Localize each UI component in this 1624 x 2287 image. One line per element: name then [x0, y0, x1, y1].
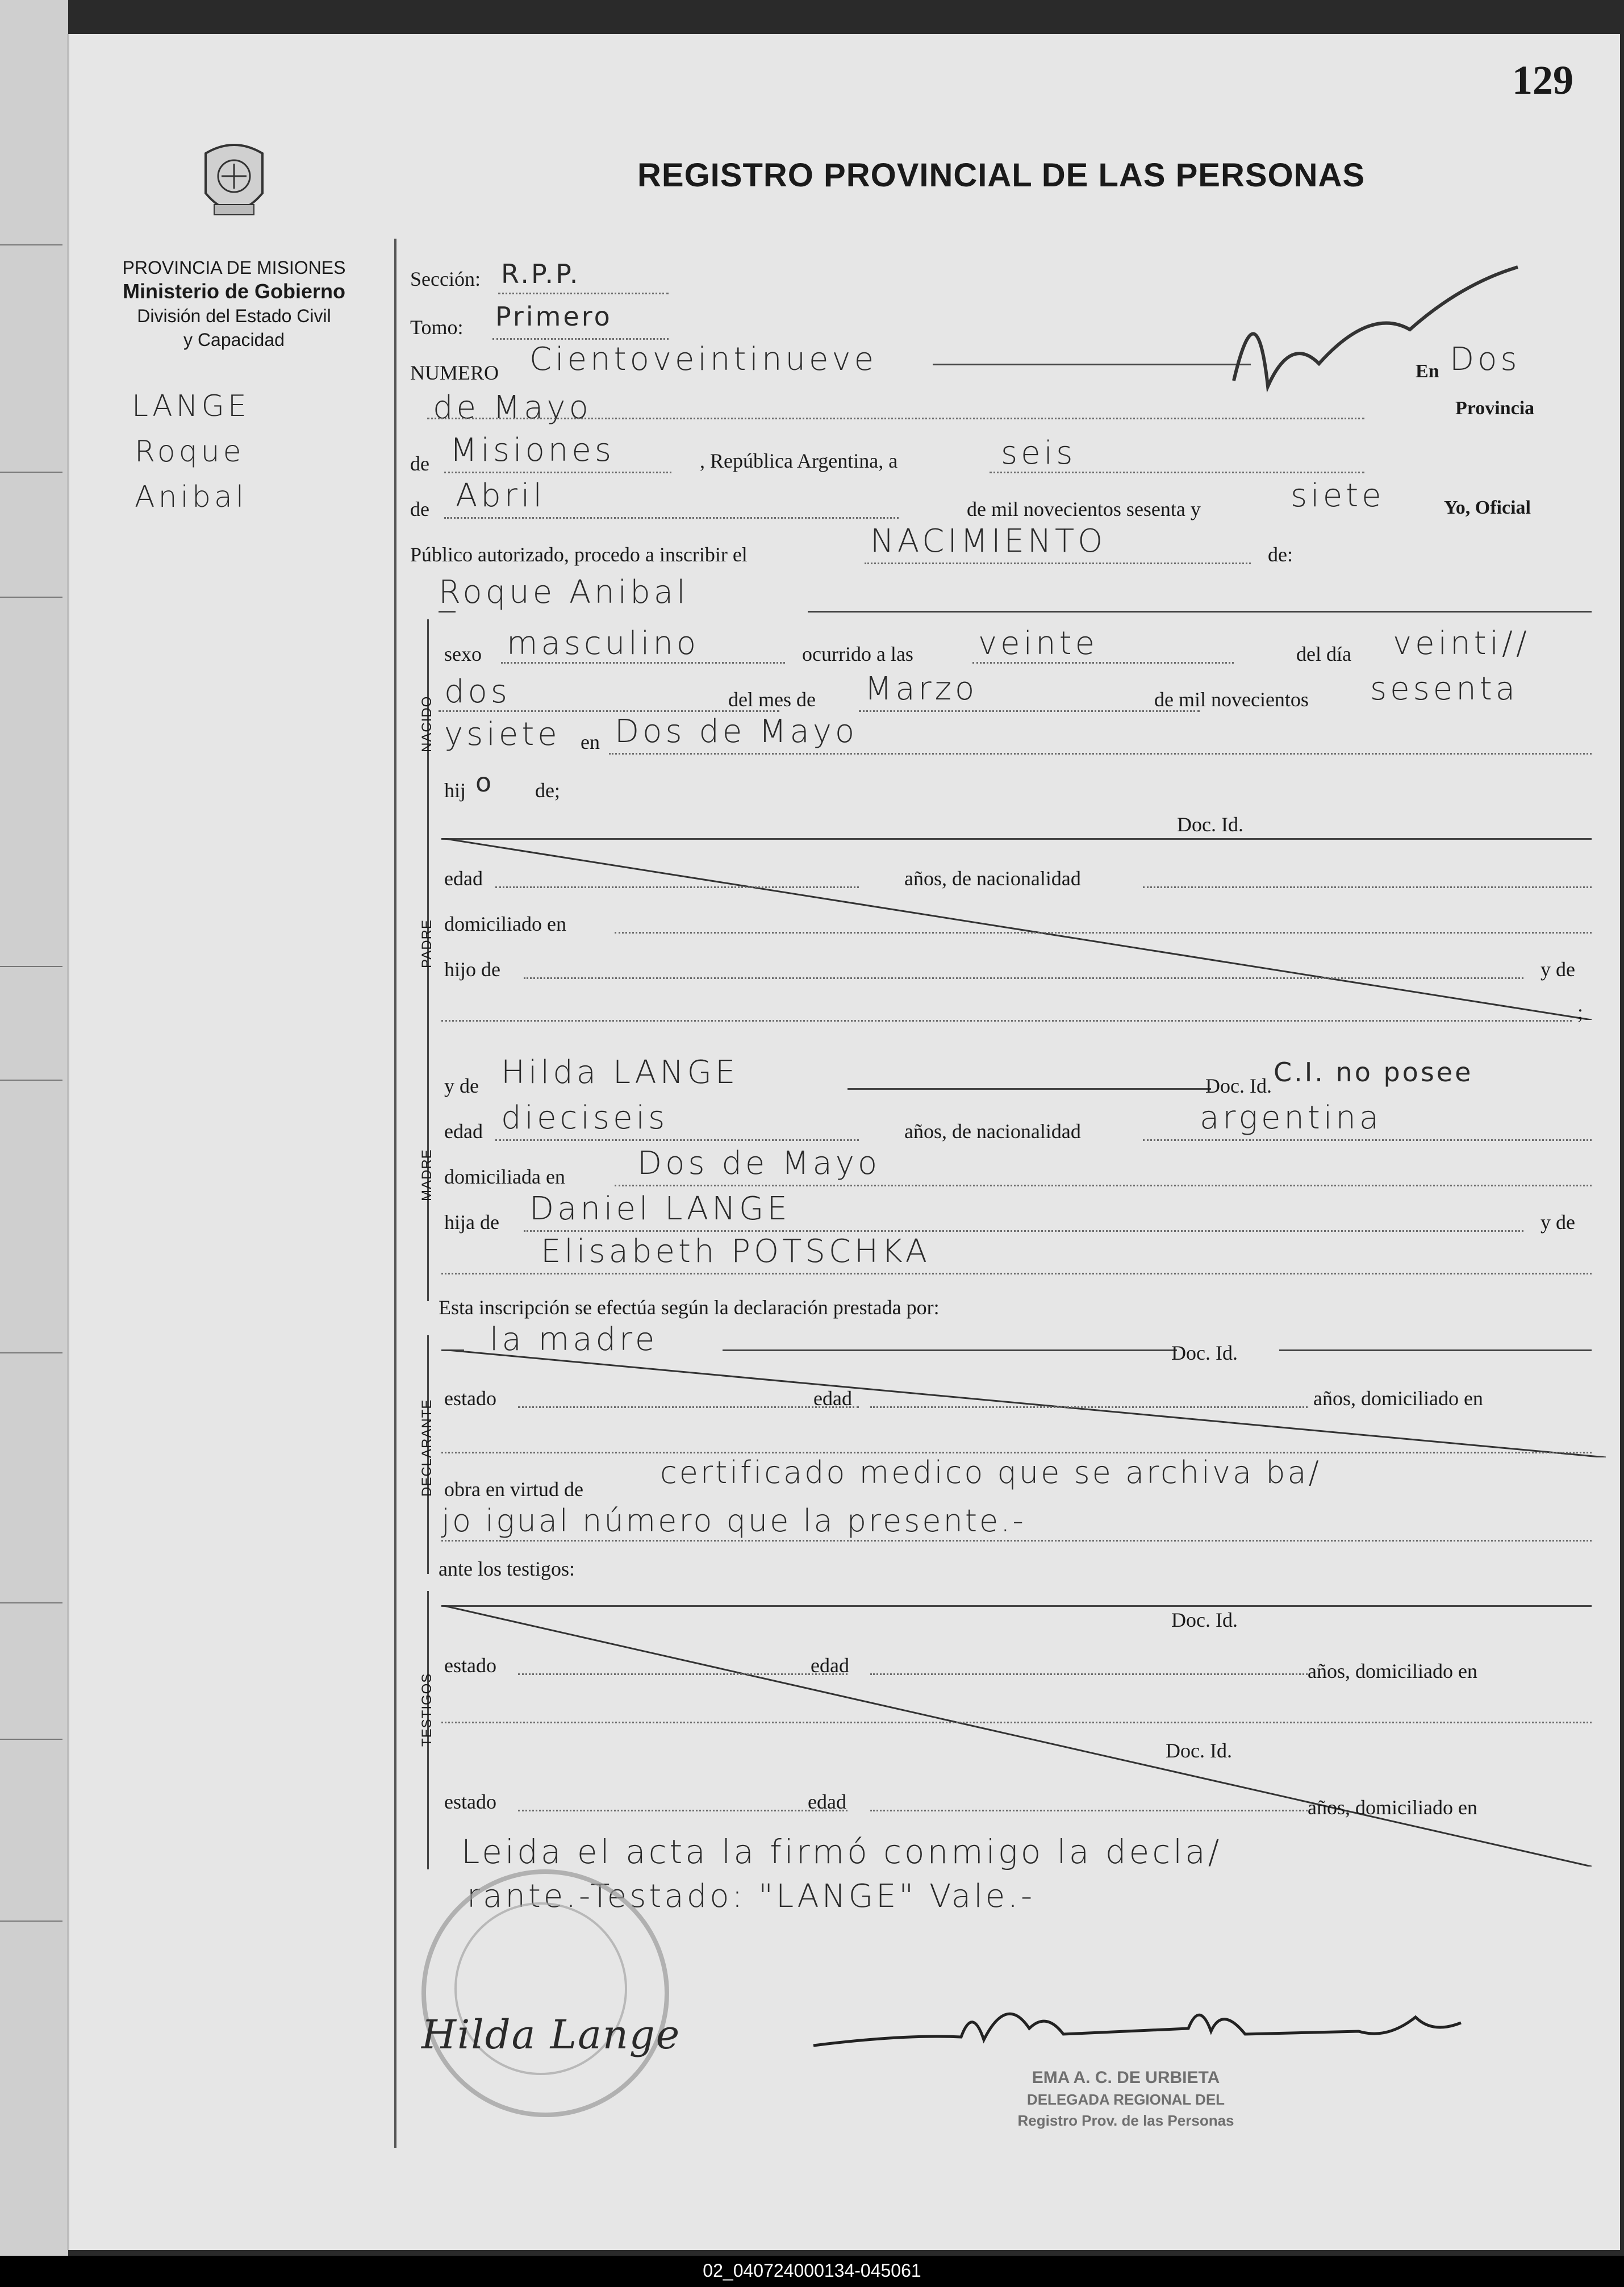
madre-madre-value: Elisabeth POTSCHKA: [541, 1233, 931, 1270]
sexo-value: masculino: [507, 625, 700, 662]
registrar-name: EMA A. C. DE URBIETA: [1032, 2068, 1220, 2087]
lugar-value: Dos de Mayo: [615, 713, 858, 750]
margin-surname: LANGE: [132, 389, 250, 423]
testigo1-edad-label: edad: [811, 1654, 849, 1677]
margin-annotation: [1222, 250, 1563, 398]
closing-line-2: rante.-Testado: "LANGE" Vale.-: [467, 1878, 1036, 1915]
declarante-edad-label: edad: [813, 1387, 852, 1410]
declarante-obra-label: obra en virtud de: [444, 1478, 583, 1501]
padre-hijo-label: hijo de: [444, 958, 500, 981]
closing-line-1: Leida el acta la firmó conmigo la decla/: [461, 1832, 1222, 1871]
testigo1-docid-label: Doc. Id.: [1171, 1609, 1238, 1631]
de2-label: de: [410, 498, 429, 520]
madre-edad-value: dieciseis: [501, 1099, 669, 1136]
testigo1-dom-label: años, domiciliado en: [1308, 1660, 1477, 1682]
hijo-label: hij: [444, 779, 466, 802]
anio-cont: ysiete: [444, 716, 561, 753]
testigos-intro: ante los testigos:: [439, 1557, 575, 1580]
declarante-docid-label: Doc. Id.: [1171, 1342, 1238, 1364]
madre-nac-value: argentina: [1200, 1099, 1383, 1136]
registrar-role: DELEGADA REGIONAL DEL: [1026, 2091, 1225, 2108]
declarante-obra-value-1: certificado medico que se archiva ba/: [660, 1455, 1321, 1490]
testigo2-edad-label: edad: [808, 1790, 846, 1813]
mes-value-nac: Marzo: [865, 670, 978, 707]
padre-nac-label: años, de nacionalidad: [904, 867, 1081, 890]
coat-of-arms-icon: [200, 136, 268, 227]
oficial-label: Yo, Oficial: [1444, 497, 1531, 518]
seccion-label: Sección:: [410, 268, 481, 290]
madre-dom-label: domiciliada en: [444, 1165, 565, 1188]
dia-value: seis: [1001, 435, 1076, 472]
padre-yde-label: y de: [1540, 958, 1575, 981]
testigo2-docid-label: Doc. Id.: [1166, 1739, 1232, 1762]
page-number: 129: [1512, 57, 1573, 103]
official-seal-stamp: [421, 1869, 669, 2117]
anio-value: siete: [1291, 477, 1385, 514]
madre-docid-value: C.I. no posee: [1274, 1057, 1473, 1088]
de3-label: de:: [1268, 543, 1293, 566]
page-title: REGISTRO PROVINCIAL DE LAS PERSONAS: [637, 157, 1366, 194]
madre-nac-label: años, de nacionalidad: [904, 1120, 1081, 1143]
madre-edad-label: edad: [444, 1120, 483, 1143]
signature-declarant: Hilda Lange: [421, 2011, 681, 2058]
dia-value: veinti//: [1393, 625, 1530, 662]
testigo1-estado-label: estado: [444, 1654, 496, 1677]
madre-yde2-label: y de: [1540, 1211, 1575, 1234]
province-name: PROVINCIA DE MISIONES: [122, 257, 346, 278]
en-value: Dos: [1450, 341, 1521, 378]
en-label-nac: en: [581, 731, 600, 753]
hora-value: veinte: [978, 625, 1099, 662]
section-padre: PADRE: [419, 919, 435, 968]
signature-registrar: [791, 1983, 1506, 2068]
padre-strike-line: [441, 838, 1592, 1020]
mil-label-nac: de mil novecientos: [1154, 688, 1309, 711]
registrar-stamp: [893, 2068, 1359, 2153]
declarante-estado-label: estado: [444, 1387, 496, 1410]
publico-label: Público autorizado, procedo a inscribir el: [410, 543, 748, 566]
numero-label: NUMERO: [410, 361, 499, 384]
dia-cont: dos: [444, 673, 511, 710]
declarante-dom-label: años, domiciliado en: [1313, 1387, 1483, 1410]
seccion-value: R.P.P.: [501, 259, 581, 289]
testigo2-estado-label: estado: [444, 1790, 496, 1813]
place-value: de Mayo: [433, 389, 592, 426]
madre-dom-value: Dos de Mayo: [637, 1145, 881, 1182]
de-value: Misiones: [450, 432, 615, 469]
scan-footer: [0, 2256, 1624, 2287]
de-label: de: [410, 452, 429, 475]
mil-label: de mil novecientos sesenta y: [967, 498, 1201, 520]
madre-padre-value: Daniel LANGE: [529, 1190, 791, 1227]
division-line-2: y Capacidad: [183, 330, 285, 350]
facing-page-edge: [0, 0, 68, 2256]
republica-label: , República Argentina, a: [700, 449, 898, 472]
testigos-strike-line: [441, 1605, 1592, 1867]
madre-yde-label: y de: [444, 1074, 479, 1097]
sexo-label: sexo: [444, 643, 482, 665]
padre-dom-label: domiciliado en: [444, 913, 566, 935]
tomo-value: Primero: [495, 301, 612, 332]
acto-value: NACIMIENTO: [870, 523, 1107, 560]
issuing-authority: [86, 256, 382, 352]
scan-id: 02_040724000134-045061: [703, 2260, 921, 2281]
hijo-value: o: [475, 767, 494, 798]
section-declarante: DECLARANTE: [419, 1399, 435, 1497]
tomo-label: Tomo:: [410, 316, 464, 339]
madre-nombre: Hilda LANGE: [501, 1054, 739, 1091]
testigo2-dom-label: años, domiciliado en: [1308, 1796, 1477, 1819]
padre-semicolon: ;: [1577, 1001, 1584, 1023]
padre-edad-label: edad: [444, 867, 483, 890]
margin-name-2: Anibal: [135, 480, 248, 514]
mes-value: Abril: [456, 477, 545, 514]
section-testigos: TESTIGOS: [419, 1673, 435, 1747]
madre-hija-label: hija de: [444, 1211, 499, 1234]
declarante-nombre: la madre: [490, 1321, 658, 1358]
delmes-label: del mes de: [728, 688, 816, 711]
division-line-1: División del Estado Civil: [137, 306, 331, 326]
en-label: En: [1416, 361, 1439, 382]
madre-docid-label: Doc. Id.: [1205, 1074, 1272, 1097]
register-page: [67, 34, 1620, 2250]
numero-value: Cientoveintinueve: [529, 341, 878, 378]
padre-docid-label: Doc. Id.: [1177, 813, 1243, 836]
deldia-label: del día: [1296, 643, 1351, 665]
hijo-de-label: de;: [535, 779, 560, 802]
section-madre: MADRE: [419, 1149, 435, 1201]
provincia-label: Provincia: [1455, 398, 1535, 419]
ministry-name: Ministerio de Gobierno: [122, 280, 346, 303]
registrar-office: Registro Prov. de las Personas: [1017, 2112, 1234, 2129]
nacido-nombre: Roque Anibal: [439, 574, 689, 611]
anio-value-nac: sesenta: [1370, 670, 1519, 707]
section-nacido: NACIDO: [419, 695, 435, 752]
margin-name-1: Roque: [135, 435, 245, 469]
declarante-obra-value-2: jo igual número que la presente.-: [441, 1503, 1026, 1539]
declarante-intro: Esta inscripción se efectúa según la declaración prestada por:: [439, 1296, 940, 1319]
ocurrido-label: ocurrido a las: [802, 643, 913, 665]
